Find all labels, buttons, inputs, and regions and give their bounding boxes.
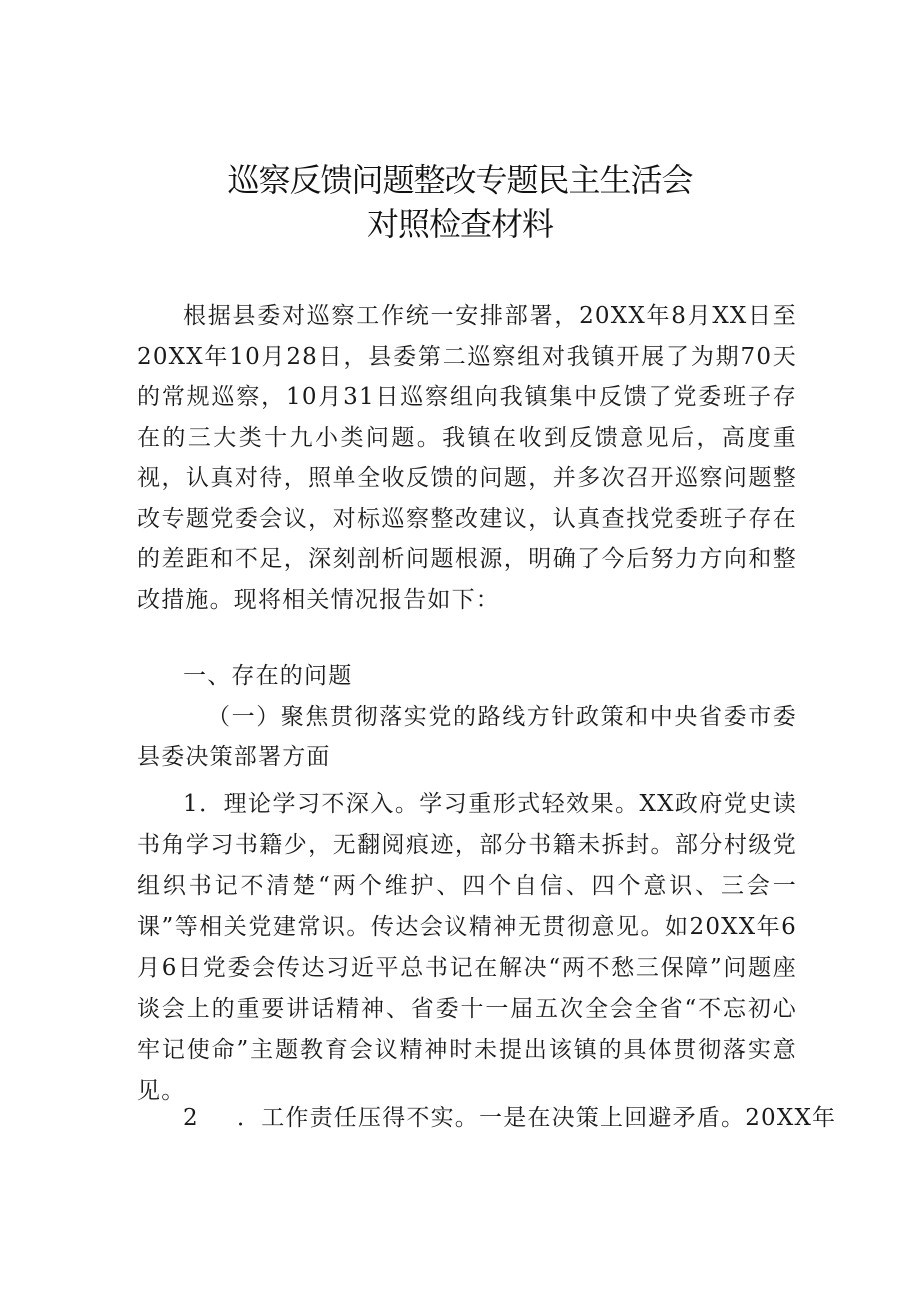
intro-paragraph: 根据县委对巡察工作统一安排部署，20XX年8月XX日至20XX年10月28日，县委第二巡察组对我镇开展了为期70天的常规巡察，10月31日巡察组向我镇集中反馈了党委班子存在的三大类十九小类问题。我镇在收到反馈意见后，高度重视，认真对待，照单全收反馈的问题，并多次召开巡察问题整改专题党委会议，对标巡察整改建议，认真查找党委班子存在的差距和不足，深刻剖析问题根源，明确了今后努力方向和整改措施。现将相关情况报告如下： xyxy=(137,303,797,613)
document-title-line-2: 对照检查材料 xyxy=(366,205,553,243)
document-title-line-1: 巡察反馈问题整改专题民主生活会 xyxy=(227,161,693,199)
section-heading-problems: 一、存在的问题 xyxy=(183,663,353,689)
item-2-paragraph xyxy=(137,1098,837,1138)
subsection-heading-1: （一）聚焦贯彻落实党的路线方针政策和中央省委市委县委决策部署方面 xyxy=(137,704,797,770)
item-1-paragraph: 1．理论学习不深入。学习重形式轻效果。XX政府党史读书角学习书籍少，无翻阅痕迹，部分书籍未拆封。部分村级党组织书记不清楚“两个维护、四个自信、四个意识、三会一课”等相关党建常识。传达会议精神无贯彻意见。如20XX年6月6日党委会传达习近平总书记在解决“两不愁三保障”问题座谈会上的重要讲话精神、省委十一届五次全会全省“不忘初心牢记使命”主题教育会议精神时未提出该镇的具体贯彻落实意见。 xyxy=(137,791,797,1104)
item-2-text: ．工作责任压得不实。一是在决策上回避矛盾。20XX年 xyxy=(237,1105,837,1131)
item-2-number: 2 xyxy=(183,1105,199,1131)
